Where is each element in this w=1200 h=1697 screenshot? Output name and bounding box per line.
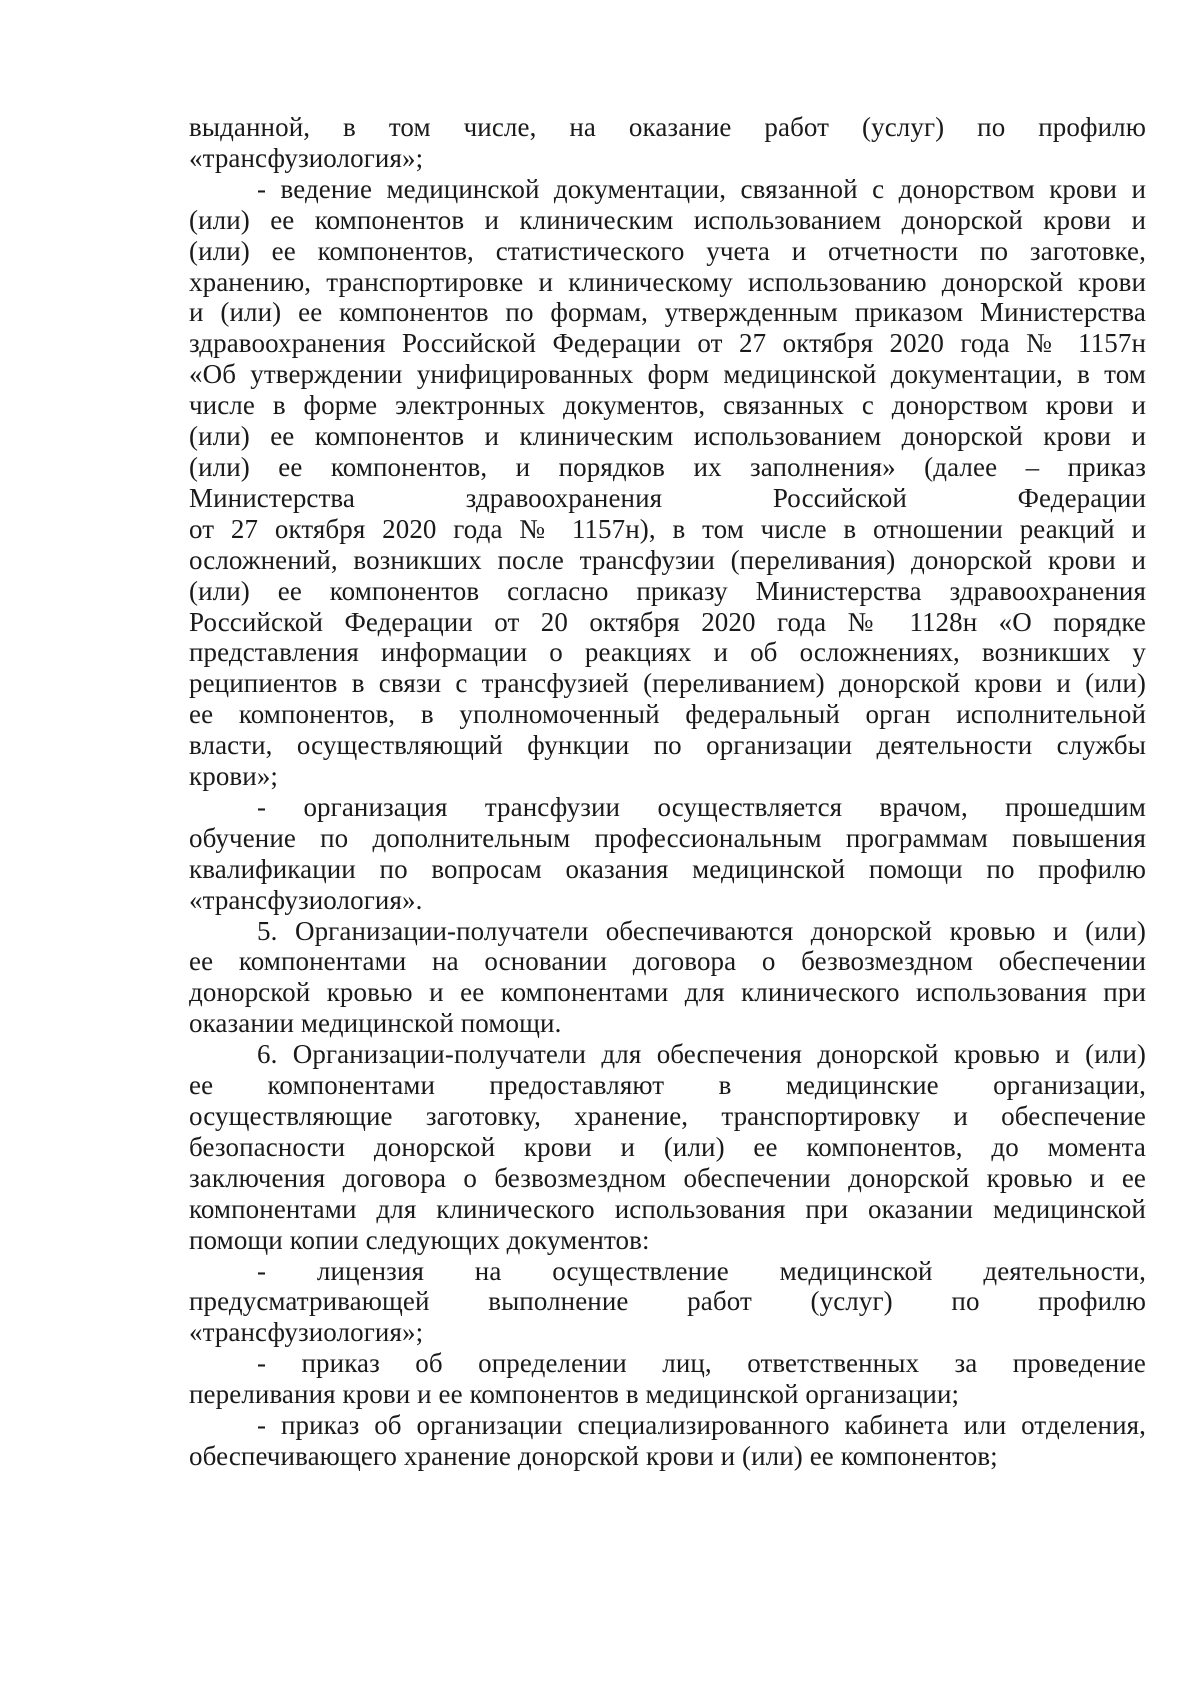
text-line: обеспечивающего хранение донорской крови и (или) ее компонентов; [189, 1440, 998, 1471]
text-line: переливания крови и ее компонентов в медицинской организации; [189, 1379, 960, 1410]
text-line: и (или) ее компонентов по формам, утвержденным приказом Министерства [189, 297, 1146, 328]
text-line: «трансфузиология»; [189, 1317, 424, 1348]
text-line: «Об утверждении унифицированных форм медицинской документации, в том [189, 359, 1146, 390]
text-line: компонентами для клинического использования при оказании медицинской [189, 1193, 1146, 1224]
text-line: представления информации о реакциях и об осложнениях, возникших у [189, 637, 1146, 668]
text-line: от 27 октября 2020 года № 1157н), в том числе в отношении реакций и [189, 513, 1146, 544]
text-line: - организация трансфузии осуществляется врачом, прошедшим [257, 791, 1146, 822]
text-line: власти, осуществляющий функции по организации деятельности службы [189, 730, 1146, 761]
text-line: выданной, в том числе, на оказание работ (услуг) по профилю [189, 112, 1146, 142]
paragraph [189, 916, 1146, 1040]
paragraph [189, 112, 1146, 174]
document-page [189, 112, 1146, 1472]
text-line: - ведение медицинской документации, связанной с донорством крови и [257, 173, 1146, 204]
text-line: ее компонентов, в уполномоченный федеральный орган исполнительной [189, 699, 1146, 730]
text-line: - приказ об организации специализированного кабинета или отделения, [257, 1410, 1146, 1441]
text-line: реципиентов в связи с трансфузией (переливанием) донорской крови и (или) [189, 668, 1146, 699]
paragraph [189, 1039, 1146, 1255]
text-line: (или) ее компонентов и клиническим использованием донорской крови и [189, 421, 1146, 452]
text-line: «трансфузиология»; [189, 142, 424, 173]
text-line: Российской Федерации от 20 октября 2020 года № 1128н «О порядке [189, 606, 1146, 637]
paragraph [189, 1256, 1146, 1349]
text-line: заключения договора о безвозмездном обеспечении донорской кровью и ее [189, 1162, 1146, 1193]
text-line: числе в форме электронных документов, связанных с донорством крови и [189, 390, 1146, 421]
text-line: крови»; [189, 761, 279, 792]
text-line: безопасности донорской крови и (или) ее компонентов, до момента [189, 1131, 1146, 1162]
text-line: (или) ее компонентов и клиническим использованием донорской крови и [189, 204, 1146, 235]
text-line: (или) ее компонентов, статистического учета и отчетности по заготовке, [189, 235, 1146, 266]
text-line: - приказ об определении лиц, ответственных за проведение [257, 1348, 1146, 1379]
text-line: хранению, транспортировке и клиническому использованию донорской крови [189, 266, 1146, 297]
text-line: «трансфузиология». [189, 884, 423, 915]
text-line: 6. Организации-получатели для обеспечения донорской кровью и (или) [257, 1039, 1146, 1070]
text-line: осуществляющие заготовку, хранение, транспортировку и обеспечение [189, 1101, 1146, 1131]
paragraph [189, 174, 1146, 792]
text-line: оказании медицинской помощи. [189, 1008, 562, 1039]
text-line: ее компонентами на основании договора о безвозмездном обеспечении [189, 946, 1146, 977]
text-line: 5. Организации-получатели обеспечиваются донорской кровью и (или) [257, 915, 1146, 946]
text-line: донорской кровью и ее компонентами для клинического использования при [189, 977, 1146, 1008]
text-line: (или) ее компонентов, и порядков их заполнения» (далее – приказ [189, 451, 1146, 482]
text-line: квалификации по вопросам оказания медицинской помощи по профилю [189, 853, 1146, 884]
paragraph [189, 1348, 1146, 1410]
paragraph [189, 792, 1146, 916]
text-line: Министерства здравоохранения Российской Федерации [189, 482, 1146, 513]
text-line: помощи копии следующих документов: [189, 1224, 650, 1255]
text-line: здравоохранения Российской Федерации от 27 октября 2020 года № 1157н [189, 328, 1146, 359]
paragraph [189, 1410, 1146, 1472]
text-line: - лицензия на осуществление медицинской деятельности, [257, 1255, 1146, 1286]
text-line: (или) ее компонентов согласно приказу Министерства здравоохранения [189, 575, 1146, 606]
text-line: ее компонентами предоставляют в медицинские организации, [189, 1070, 1146, 1101]
text-line: предусматривающей выполнение работ (услуг) по профилю [189, 1286, 1146, 1317]
text-line: обучение по дополнительным профессиональным программам повышения [189, 822, 1146, 853]
text-line: осложнений, возникших после трансфузии (переливания) донорской крови и [189, 544, 1146, 575]
